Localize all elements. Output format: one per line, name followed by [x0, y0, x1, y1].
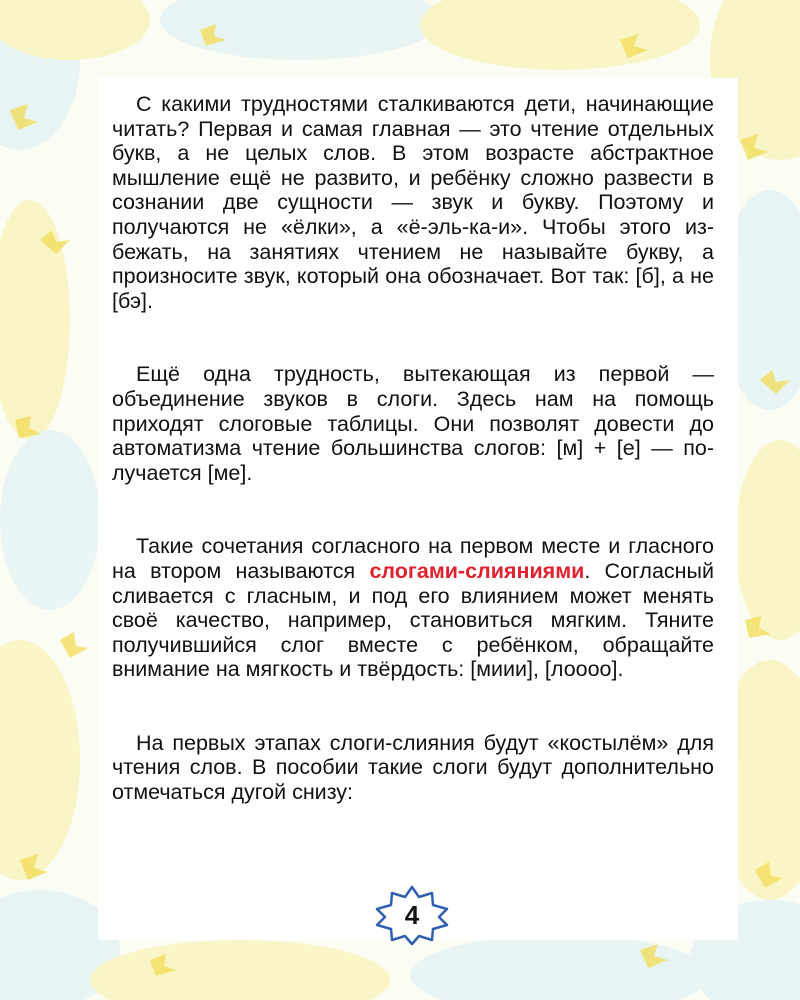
paragraph-2: Ещё одна трудность, вытекающая из первой — объединение звуков в слоги. Здесь нам на помощь приходят слоговые таблицы. Они позволят довести до автоматизма чтение большинства слогов: [м] + [е] — получается [ме]. — [112, 362, 714, 485]
paragraph-4: На первых этапах слоги-слияния будут «костылём» для чтения слов. В пособии такие слоги будут дополнительно отмечаться дугой снизу: — [112, 730, 714, 805]
paragraph-3-before: Такие сочетания согласного на первом месте и гласного на втором называются — [112, 534, 714, 583]
paragraph-3-after: . Согласный сливается с гласным, и под его влиянием может менять своё качество, например, становиться мягким. Тяните получившийся слог вместе с ребёнком, обращайте внимание на мягкость и твёрдость: [миии], [лоооо]. — [112, 558, 714, 682]
page-number-badge — [372, 884, 452, 946]
page-number: 4 — [404, 900, 420, 930]
highlighted-term: слогами-слияниями — [369, 558, 585, 583]
page-text — [112, 92, 714, 805]
paragraph-1: С какими трудностями сталкиваются дети, начинающие читать? Первая и самая главная — это чтение отдельных букв, а не целых слов. В этом возрасте абстрактное мышление ещё не развито, и ребёнку сложно развести в сознании две сущности — звук и букву. Поэтому и получаются не «ёлки», а «ё-эль-ка-и». Чтобы этого избежать, на занятиях чтением не называйте букву, а произносите звук, который она обозначает. Вот так: [б], а не [бэ]. — [112, 92, 714, 313]
paragraph-3 — [112, 534, 714, 682]
